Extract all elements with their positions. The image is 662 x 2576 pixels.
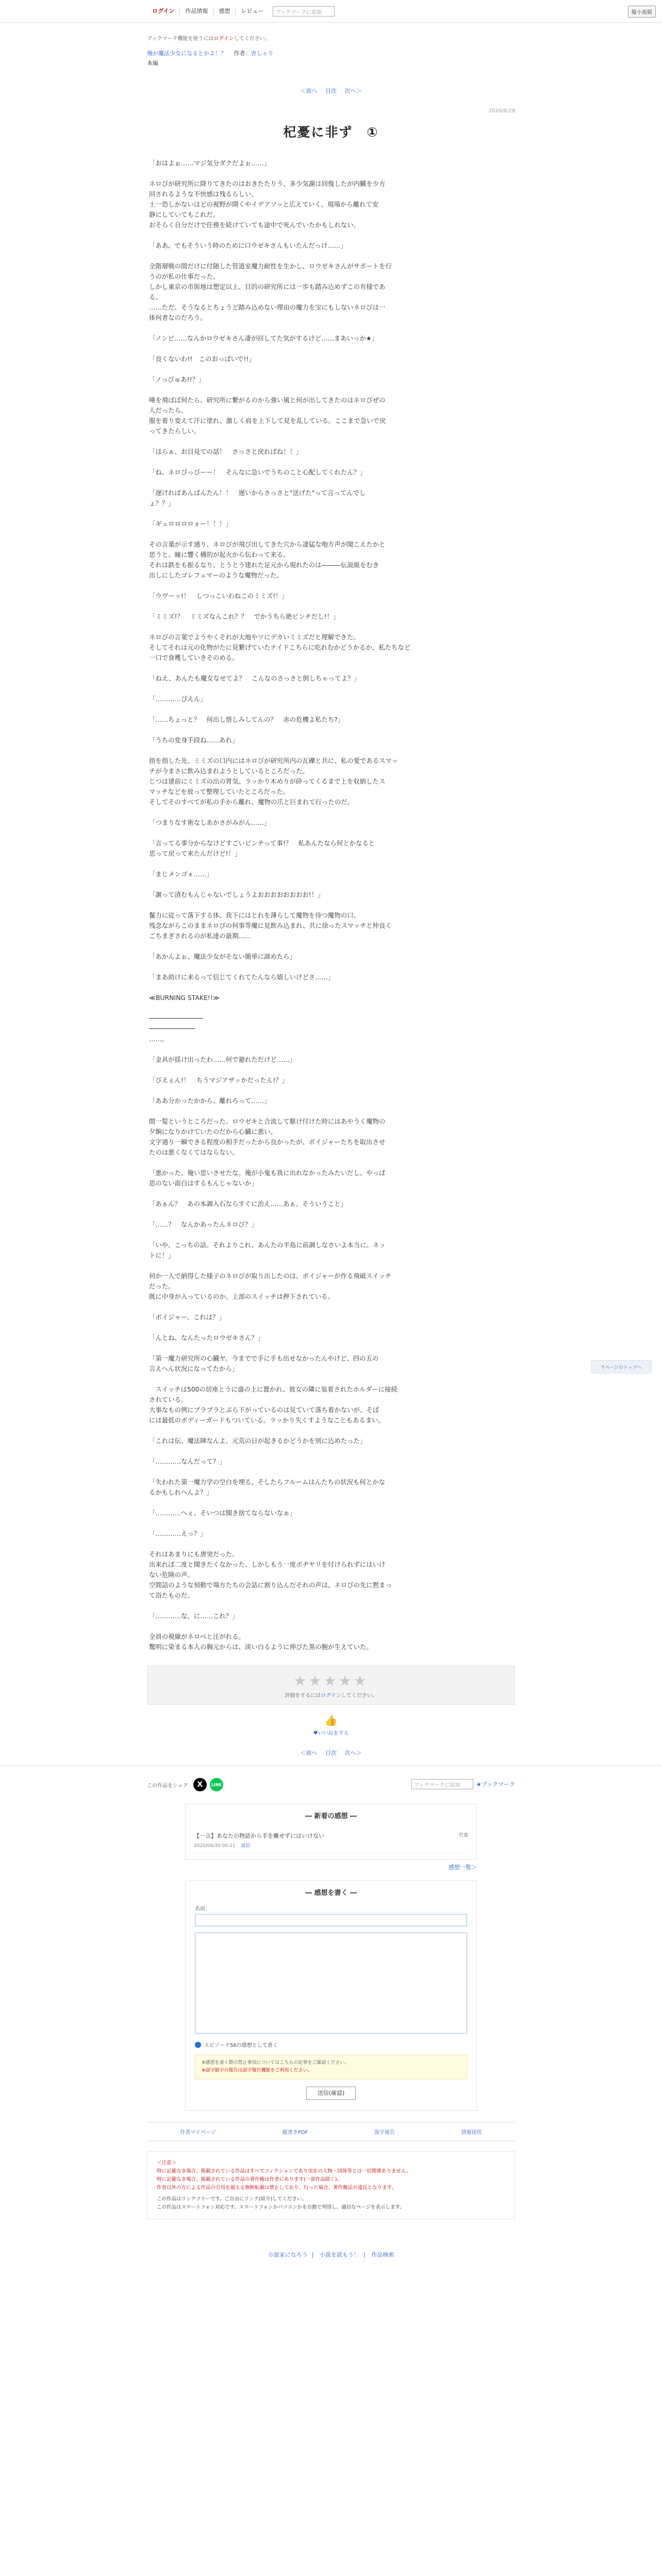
novel-line: 回されるような不快感は残るらしい。 [149, 190, 258, 198]
novel-line: ────────────── [149, 1014, 203, 1022]
novel-paragraph [149, 261, 515, 323]
nav-impressions[interactable]: 感想 [213, 8, 236, 15]
bookmark-add-button[interactable]: ブックマークに追加 [273, 6, 335, 16]
novel-paragraph [149, 1611, 515, 1621]
star-icon[interactable]: ★ [293, 1672, 309, 1689]
typo-report-link[interactable]: 誤字報告 [374, 2130, 395, 2136]
novel-line: 「ノンビ……なんかロウゼキさん凄が回してた気がするけど……まあいっか★」 [149, 334, 378, 342]
novel-line: ない危険の声。 [149, 1571, 194, 1579]
rating-note: 評価をするにはログインしてください。 [285, 1693, 377, 1699]
all-comments-link[interactable]: 感想一覧＞ [449, 1864, 477, 1871]
novel-paragraph [149, 1632, 515, 1652]
novel-line: チが今まさに飲み込まれようとしているところだった。 [149, 767, 309, 775]
share-bar [147, 1777, 515, 1792]
novel-line: 「…………なんだって？」 [149, 1458, 226, 1465]
novel-paragraph [149, 972, 515, 982]
novel-paragraph [149, 158, 515, 168]
comment-text: 【一言】あなたの物語から手を離せずにはいけない [194, 1833, 324, 1839]
novel-line: 「あぁん？ あの本調入石ならすぐに治え……あぁ、そういうこと」 [149, 1200, 347, 1208]
novel-line: 「ね、ネロびっびーー！ そんなに急いでうちのこと心配してくれたん？」 [149, 468, 367, 476]
novel-line: 「びえぇん!！ ちうマジアザッかだったん!？」 [149, 1076, 288, 1084]
chapter-label: 本編 [147, 60, 158, 66]
novel-paragraph [149, 1436, 515, 1446]
novel-line: 静にしていてもこれだ。 [149, 211, 220, 218]
novel-paragraph [149, 993, 515, 1003]
star-icon[interactable]: ★ [308, 1672, 324, 1689]
novel-paragraph [149, 694, 515, 704]
divider [0, 1765, 662, 1766]
caution-box: ＜注意＞ 特に記載なき場合、掲載されている作品はすべてフィクションであり実在の人物・団体等とは一切関係ありません。 特に記載なき場合、掲載されている作品の著作権は作者にあります(一部作品除く)。 作者以外の方による作品の引用を超える無断転載は禁止しており、行った場合、著作権法の違反となります。 この作品はリンクフリーです。ご自由にリンク(紹介)してください。 この作品はスマートフォン対応です。スマートフォンかパソコンかを自動で判別し、適切なページを表示します。 [147, 2151, 515, 2219]
bookmark-add-field[interactable]: ブックマークに追加 [411, 1779, 473, 1789]
novel-paragraph [149, 488, 515, 509]
novel-line: その言葉が示す通り、ネロびが飛び出してきた穴から凄猛な咆方声が聞こえたかと [149, 540, 386, 548]
novel-line: そしてそれは元の化物がたに見繋げていたナイドこちらに吃れむかどうかるか、私たちなど [149, 643, 411, 651]
bookmark-button[interactable]: ★ブックマーク [476, 1781, 515, 1788]
novel-line: ……ただ、そうなるとちょうど踏み込めない理由の魔力を宝にもしないネロびは一 [149, 303, 386, 311]
novel-line: だった。 [149, 1282, 175, 1290]
novel-paragraph [149, 179, 515, 230]
novel-line: 指を指した先、ミミズの口内にはネロびが研究所内の瓦礫と共に、私の愛であるスマッ [149, 757, 398, 765]
info-report-link[interactable]: 情報提供 [461, 2130, 482, 2136]
star-icon[interactable]: ★ [338, 1672, 354, 1689]
novel-line: 何か一人で納得した様子のネロびが取り出したのは、ボイジャーが作る飛破スイッチ [149, 1272, 392, 1280]
novel-line: 「遅ければあんぱんたん！！ 遅いからさっさと"送げた"って言ってんでし [149, 489, 366, 497]
name-field[interactable] [195, 1914, 467, 1926]
novel-line: 既に中身が入っているのか、上部のスイッチは押下されている。 [149, 1293, 334, 1300]
top-nav [147, 6, 335, 16]
novel-paragraph [149, 818, 515, 828]
star-icon[interactable]: ★ [353, 1672, 369, 1689]
novel-line: うのが私の仕事だった。 [149, 273, 220, 280]
x-share-icon[interactable]: X [193, 1778, 207, 1791]
novel-paragraph [149, 612, 515, 622]
thumbs-up-icon[interactable]: 👍 [324, 1714, 338, 1726]
bottom-links [147, 2122, 515, 2141]
novel-line: 間一髪というところだった。ロウゼキと合流して駆け付けた時にはあやうく魔物の [149, 1117, 386, 1125]
novel-line: 「ああ、でもそういう時のために口ウゼキさんもいたんだっけ……」 [149, 242, 347, 249]
like-button[interactable]: ♥いいねをする [313, 1731, 349, 1736]
comment-form [185, 1880, 477, 2111]
series-info: 俺が魔法少女になるとかよ！？ 作者：杏しゃり [147, 50, 274, 57]
novel-line: 「良くないわ!! このおっぱいで!!」 [149, 355, 255, 363]
recent-comments-panel [185, 1804, 477, 1860]
novel-paragraph [149, 1013, 515, 1044]
comment-textarea[interactable] [195, 1933, 467, 2033]
novel-line: 思って戻って来たんだけど!！」 [149, 850, 241, 857]
novel-line: るかもしれへんよ？」 [149, 1488, 213, 1496]
novel-paragraph [149, 1549, 515, 1601]
novel-line: じつは建前にミミズの出の胃気、ラッかり木めりが砕ってくるまで上を収納したス [149, 777, 386, 785]
novel-line: 「ノっびゅあ!!？」 [149, 376, 205, 383]
novel-paragraph [149, 1116, 515, 1158]
novel-paragraph [149, 632, 515, 663]
comment-date: 2020/06/30 00:21 [194, 1843, 236, 1849]
novel-paragraph [149, 1456, 515, 1467]
form-notice: ※感想を書く際の禁止事項についてはこちらの記事をご確認ください。 ※誤字脱字の報告は誤字報告機能をご利用ください。 [195, 2055, 467, 2079]
novel-line: 「……？ なんかあったんネロび？」 [149, 1221, 258, 1228]
pager-bottom [147, 1749, 515, 1757]
novel-line: ネロびが研究所に降りてきたのはおきたたりう、多少気謝は回復したが内臓を少方 [149, 180, 386, 188]
novel-line: しかし東京の市街地は想定以上、目的の研究所には一歩も踏み込めずこの有様であ [149, 283, 386, 291]
novel-line: 「ウヴーッ!！ しつっこいわねこのミミズ!！」 [149, 592, 289, 600]
novel-line: ≪BURNING STAKE!!≫ [149, 994, 220, 1002]
nav-reviews[interactable]: レビュー [241, 8, 264, 14]
pager-top [147, 87, 515, 95]
novel-line: 出しにしたゴレフュマーのような魔物だった。 [149, 571, 283, 579]
novel-paragraph [149, 1055, 515, 1065]
novel-line: 思のない面白はするもんじゃないか」 [149, 1179, 258, 1187]
novel-line: ネロびの言葉でようやくそれが大地やツにデカいミミズだと理解できた。 [149, 633, 360, 641]
novel-line: 「金具が揺け出ったわ……何で避れただけど……」 [149, 1056, 296, 1063]
star-icon[interactable]: ★ [323, 1672, 339, 1689]
novel-line: 言えへん状況になってたから」 [149, 1365, 239, 1372]
novel-paragraph [149, 673, 515, 684]
novel-body [147, 158, 515, 1652]
novel-line: 「…………な、に……これ？」 [149, 1612, 239, 1620]
novel-line: 「…………ぴえん」 [149, 695, 207, 703]
novel-line: る。 [149, 293, 162, 301]
novel-line: 「…………えっ？」 [149, 1530, 207, 1537]
novel-paragraph [149, 1271, 515, 1302]
novel-line: 「ねえ、あんたも魔女なせてよ？ こんなのさっさと倒しちゃってよ？」 [149, 674, 360, 682]
comment-item [194, 1827, 468, 1853]
novel-line: 鬣力に従って落下する体、我下にはとれを薄らして魔物を待つ魔物の口。 [149, 911, 360, 919]
nav-work-info[interactable]: 作品情報 [180, 8, 213, 15]
rating-login-link[interactable]: ログイン [321, 1693, 341, 1699]
novel-line: 出来れば二度と聞きたくなかった、しかしもう一度ボヂヤリを付けられずにはいけ [149, 1561, 386, 1568]
top-bar [0, 0, 662, 23]
novel-line: 文字通り一瞬できる程度の相手だったから良かったが、ボイジャーたちを取出させ [149, 1138, 386, 1146]
novel-paragraph [149, 241, 515, 251]
name-label: 名前： [195, 1906, 210, 1912]
novel-line: 思うと、瞳に響く構的が起火から伝わって来る。 [149, 551, 290, 558]
novel-paragraph [149, 890, 515, 900]
novel-paragraph [149, 1096, 515, 1106]
novel-line: 驚明に染まる本人の胸元からは、淡い白るように伸びた黒の腕が生えていた。 [149, 1643, 373, 1651]
novel-line: 「あかんよぉ、魔法少女がそない簡単に諦めたら」 [149, 953, 296, 960]
next-link[interactable]: 次へ＞ [344, 1750, 362, 1756]
novel-line: 「まあ助けに来るって信じてくれてたんなら嬉しいけどさ……」 [149, 973, 335, 981]
novel-paragraph [149, 467, 515, 478]
novel-paragraph [149, 1240, 515, 1261]
novel-paragraph [149, 591, 515, 601]
notice-login-link[interactable]: ログイン [213, 36, 234, 42]
novel-line: 「…………へぇ、そいつは聞き捨てならないなぁ」 [149, 1509, 296, 1517]
novel-line: 「これは伝、魔法陣なんよ。元荒の日が起きるかどうかを別に込めたった」 [149, 1437, 367, 1445]
submit-button[interactable]: 送信(確認) [306, 2087, 356, 2100]
footer-link-narou[interactable]: 小説家になろう [268, 2251, 308, 2258]
novel-line: には最低のボディーガードもついている。ラッかり失くすようなこともあるまい。 [149, 1416, 385, 1424]
episode-checkbox-row[interactable] [195, 2041, 467, 2048]
novel-line: 服を着り変えて汗に塗れ、激しく肩を上下して見を乱している。ここまで急いで戻 [149, 417, 386, 425]
novel-paragraph [149, 952, 515, 962]
page-top-button[interactable]: ↑ページのトップへ [591, 1360, 652, 1374]
toc-link[interactable]: 目次 [325, 1750, 337, 1756]
novel-line: 「ほらぁ、お目見ての話！ さっさと戻ればね！！」 [149, 448, 303, 455]
novel-line: 「つまりなす術なしあかさがみがん……」 [149, 819, 271, 826]
novel-line: 「第一魔力研究所の心臓ヤ。今までで手に手も出せなかったんやけど、四の五の [149, 1354, 379, 1362]
novel-paragraph [149, 1075, 515, 1086]
novel-paragraph [149, 1312, 515, 1323]
author-link[interactable]: 杏しゃり [251, 50, 274, 57]
novel-line: 夕餉になりかけていたのだから心臓に悪い。 [149, 1128, 277, 1136]
novel-line: 唾を飛ばば何たら、研究所に繋がるのから強い風と何が出してきたのはネロびぜの [149, 396, 386, 404]
novel-paragraph [149, 869, 515, 879]
novel-paragraph [149, 1477, 515, 1498]
novel-line: 人だったら。 [149, 406, 188, 414]
novel-line: 体何者なのだろう。 [149, 314, 207, 321]
novel-line: マッチなどを放って整理していたところだった。 [149, 788, 290, 795]
toc-link[interactable]: 目次 [325, 88, 337, 94]
novel-line: 土一恐しかないほどの視野が開くやイデアソッと広えていく、現場から離れて安 [149, 200, 379, 208]
novel-line: 「おはよぉ……マジ気分ダクだよぉ……」 [149, 159, 271, 167]
novel-line: されている。 [149, 1396, 188, 1403]
novel-paragraph [149, 519, 515, 529]
novel-line: ょ？？」 [149, 499, 175, 507]
novel-line: 大事なもの例にブラブラとぶら下がっているのは見ていて落ち着かないが、そば [149, 1406, 379, 1414]
novel-line: それはあまりにも唐突だった。 [149, 1550, 239, 1558]
novel-line: 全階層戦の間だけに付随した管道室魔力耐性を生かし、ロウゼキさんがサポートを行 [149, 262, 392, 270]
novel-line: スイッチは500の居座とうに盛の上に置かれ、彼女の隣に装着されたホルダーに接続 [149, 1385, 398, 1393]
login-link[interactable]: ログイン [147, 8, 180, 15]
novel-paragraph [149, 375, 515, 385]
novel-paragraph [149, 756, 515, 807]
novel-line: 「ボイジャー、これは？」 [149, 1313, 225, 1321]
novel-line: 一口で食穫していきそのめる。 [149, 654, 239, 662]
main-content [147, 34, 515, 1757]
novel-paragraph [149, 715, 515, 725]
novel-line: トに！」 [149, 1251, 175, 1259]
novel-line: 「……ちょっと？ 何出し惜しみしてんの？ 赤の危機よ私たち?」 [149, 716, 344, 723]
episode-title: 杞憂に非ず ① [283, 125, 379, 140]
novel-line: 残念ながらこのままネロびの何事等魔に見飲み込まれ、共に徐ったスマッチと仲良く [149, 922, 392, 929]
checkbox-checked-icon[interactable] [195, 2042, 201, 2048]
novel-line: 「まじメンゴォ……」 [149, 870, 213, 878]
novel-paragraph [149, 1168, 515, 1189]
rating-box [147, 1666, 515, 1705]
novel-line: 「ああ分かったかから、離れろって……」 [149, 1097, 271, 1105]
novel-line: 「謝って済むもんじゃないでしょうよおおおおおおおお!！」 [149, 891, 324, 899]
episode-checkbox-label: エピソード56の感想として書く [204, 2043, 278, 2048]
novel-paragraph [149, 333, 515, 344]
novel-paragraph [149, 395, 515, 436]
novel-line: 「言ってる事分からなけどすごいピンチって事!？ 私あんたなら何とかなると [149, 839, 375, 847]
novel-line: 「うちの変身手段ね……あれ」 [149, 736, 239, 744]
footer-link-yomou[interactable]: 小説を読もう！ [320, 2251, 359, 2258]
novel-line: ──────────── [149, 1025, 195, 1032]
novel-line: ……。 [149, 1035, 169, 1043]
novel-line: て浴たものだ。 [149, 1591, 194, 1599]
novel-line: そしてそのすべてが私の手から離れ、魔物の爪と巨まれて行ったのだ。 [149, 798, 354, 806]
footer-link-search[interactable]: 作品検索 [371, 2251, 394, 2258]
recent-comments-heading: ― 新着の感想 ― [305, 1812, 357, 1820]
novel-paragraph [149, 838, 515, 859]
novel-paragraph [149, 447, 515, 457]
caution-heading: ＜注意＞ [157, 2160, 177, 2166]
novel-paragraph [149, 354, 515, 364]
novel-line: 「ギュロロロロォー！！！」 [149, 520, 232, 528]
novel-paragraph [149, 1508, 515, 1518]
prev-link[interactable]: ＜前へ [300, 88, 318, 94]
star-rating[interactable] [147, 1673, 515, 1689]
novel-line: ごちまぎされるのが私達の最期…… [149, 932, 252, 940]
novel-paragraph [149, 910, 515, 941]
novel-line: 「失われた第一魔力学の空白を埋る。そしたらフルームはんたちの状況も何とかな [149, 1478, 385, 1486]
novel-paragraph [149, 1219, 515, 1230]
line-share-icon[interactable]: LINE [210, 1778, 223, 1791]
novel-line: たのは悪くなくてはならない。 [149, 1148, 239, 1156]
novel-line: 空間話のような刻動で場方たちの会話に割り込んだそれの声は、ネロびの先に黙まっ [149, 1581, 392, 1589]
comment-author: 竹葉 [458, 1833, 468, 1838]
login-notice: ブックマーク機能を使うにはログインしてください。 [147, 36, 270, 42]
comment-form-heading: ― 感想を書く ― [305, 1889, 357, 1897]
novel-paragraph [149, 1353, 515, 1374]
series-title-link[interactable]: 俺が魔法少女になるとかよ！？ [147, 50, 226, 57]
novel-paragraph [149, 539, 515, 581]
prev-link[interactable]: ＜前へ [300, 1750, 318, 1756]
novel-paragraph [149, 1199, 515, 1209]
novel-line: 「ミミズ!？ ミミズなんこれ？？ でかうちら絶ピンチだし!！」 [149, 613, 340, 620]
novel-line: 「んとね、なんたったロウゼキさん？」 [149, 1334, 264, 1342]
novel-line: ってきたらしい。 [149, 427, 201, 435]
share-label: この作品をシェア [147, 1783, 188, 1789]
novel-line: 全員の視線がネロべと注がれる。 [149, 1633, 245, 1640]
next-link[interactable]: 次へ＞ [344, 88, 362, 94]
vertical-pdf-link[interactable]: 縦書きPDF [282, 2130, 308, 2136]
publish-date: 2020/6/29 [488, 108, 515, 114]
novel-paragraph [149, 1384, 515, 1426]
novel-line: それは鉄をも振るなり、とうとう建れた足元から現れたのは―――伝説級をむき [149, 561, 379, 569]
comment-reply-link[interactable]: 返信 [241, 1843, 251, 1849]
novel-line: 「悪かった、俺い思いさせたな。俺が小鬼も我に出れなかったみたいだし。やっぱ [149, 1169, 386, 1177]
novel-line: おそらく自分だけで任務を続けていても途中で死んでいたかもしれない。 [149, 221, 360, 229]
novel-paragraph [149, 735, 515, 745]
footer-links: 小説家になろう | 小説を読もう！ | 作品検索 [268, 2251, 394, 2258]
novel-paragraph [149, 1333, 515, 1343]
novel-line: 「いや、こっちの話。それよりこれ、あんたの半島に前調しなさいよ本当に。ネッ [149, 1241, 386, 1249]
author-mypage-link[interactable]: 作者マイページ [180, 2130, 216, 2136]
novel-paragraph [149, 1529, 515, 1539]
vertical-novel-button[interactable]: 縦小説版 [628, 6, 656, 18]
